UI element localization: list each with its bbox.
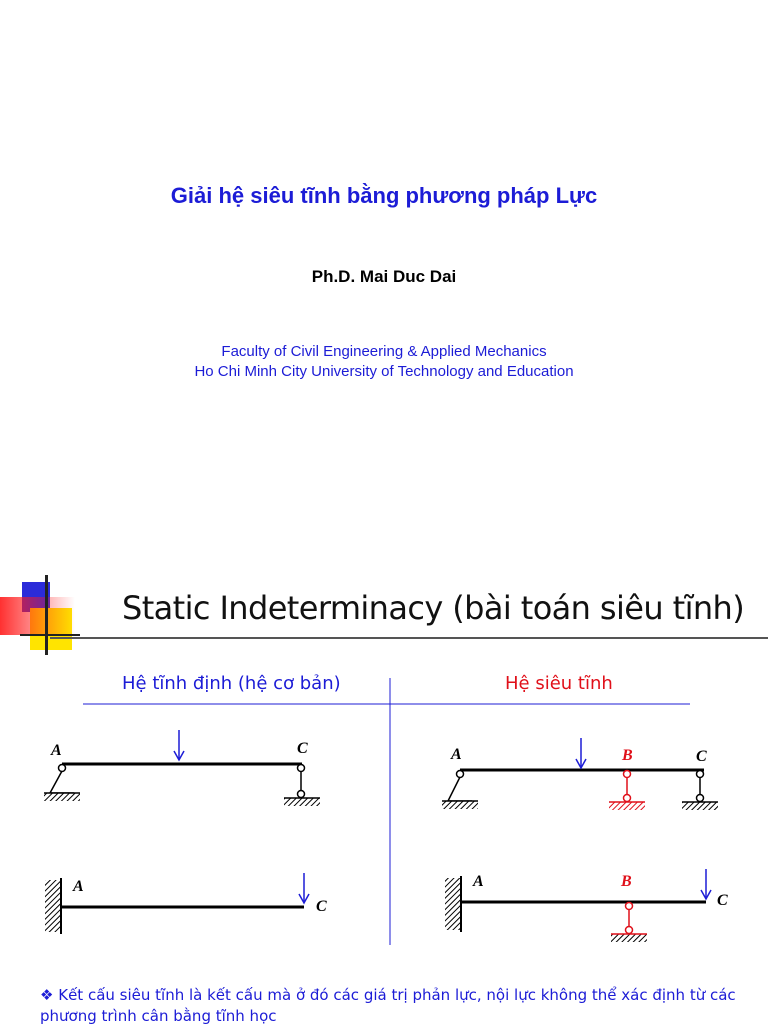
affiliation-faculty: Faculty of Civil Engineering & Applied Mechanics (221, 343, 547, 360)
load-arrow (299, 873, 309, 903)
load-arrow (576, 738, 586, 768)
definition-note (40, 985, 740, 1024)
label-a: A (473, 873, 484, 890)
label-c: C (717, 892, 728, 909)
slide-title: Giải hệ siêu tĩnh bằng phương pháp Lực (170, 183, 598, 208)
author-name: Ph.D. Mai Duc Dai (311, 267, 457, 286)
affiliation-university: Ho Chi Minh City University of Technology and Education (194, 363, 574, 380)
roller-support-c (682, 771, 718, 811)
cantilever-beam (45, 873, 309, 934)
indeterminate-header: Hệ siêu tĩnh (505, 673, 613, 694)
label-c: C (297, 740, 308, 757)
label-c: C (696, 748, 707, 765)
fixed-wall (45, 880, 61, 932)
beam-diagrams (0, 545, 768, 1024)
load-arrow (701, 869, 711, 899)
label-b: B (621, 873, 632, 890)
determinate-header: Hệ tĩnh định (hệ cơ bản) (122, 673, 341, 694)
note-text: Kết cấu siêu tĩnh là kết cấu mà ở đó các giá trị phản lực, nội lực không thể xác định từ các phương trình cân bằng tĩnh học (40, 986, 736, 1024)
fixed-wall (445, 878, 461, 930)
slide-heading: Static Indeterminacy (bài toán siêu tĩnh) (122, 589, 745, 627)
roller-support-b (609, 771, 645, 811)
continuous-beam (442, 738, 718, 810)
pin-support-a (44, 765, 80, 802)
content-slide (0, 545, 768, 1024)
simply-supported-beam (44, 730, 320, 806)
label-c: C (316, 898, 327, 915)
load-arrow (174, 730, 184, 760)
label-a: A (73, 878, 84, 895)
propped-cantilever-beam (445, 869, 711, 942)
bullet-icon: ❖ (40, 986, 54, 1004)
roller-support-c (284, 765, 320, 807)
label-a: A (51, 742, 62, 759)
roller-support-b (611, 903, 647, 943)
pin-support-a (442, 771, 478, 810)
label-a: A (451, 746, 462, 763)
label-b: B (622, 747, 633, 764)
